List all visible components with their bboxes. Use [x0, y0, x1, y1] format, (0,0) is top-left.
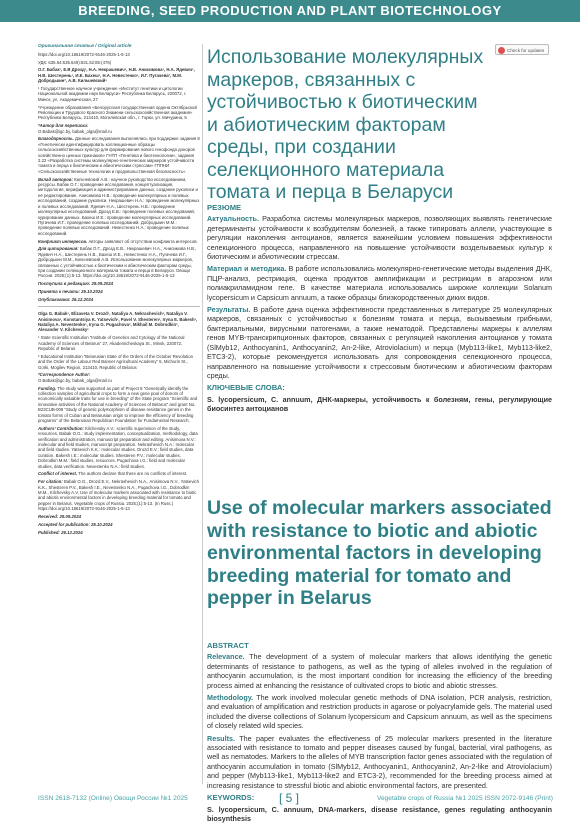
abstract-ru-heading: РЕЗЮМЕ — [207, 203, 242, 212]
date-received-en: Received: 29.09.2024 — [38, 514, 82, 520]
methods-ru: В работе использовались молекулярно-генетические методы выделения ДНК, ПЦР-анализ, рестрикция, оценка продуктов амплификации и рестрикции в агарозном или полиакриламидном геле. В качестве материала использовались широкие коллекции Solanum lycopersicum и Capsicum annuum, а также образцы близкородственных диких видов. — [207, 264, 552, 302]
correspondence-en-label: *Correspondence Author: — [38, 372, 91, 378]
doi-link[interactable]: https://doi.org/10.18619/2072-9146-2025-1-5-13 — [38, 51, 130, 57]
conflict-en-label: Conflict of interest. — [38, 471, 78, 477]
conflict-en: The authors declare that there are no conflicts of interest. — [78, 471, 188, 477]
keywords-en: S. lycopersicum, C. annuum, DNA-markers, disease resistance, genes regulating anthocyanin biosynthesis — [207, 804, 552, 823]
footer-issn-online: ISSN 2618-7132 (Online) Овощи России №1 2025 — [38, 795, 188, 802]
results-en: The paper evaluates the effectiveness of 25 molecular markers presented in the literature associated with resistance to tomato and pepper diseases caused by fungal, bacterial, viral pathogens, as well as nematodes. Markers to the alleles of MYB transcription factor genes associated with the regulation of anthocyanin accumulation in tomato (SlMyb12, Anthocyanin1, Anthocyanin2, An-2-like and Atroviolacium) and pepper (Myb113-like1, Myb113-like2 and ETC3-2), recommended for the breeding process aimed at increasing resistance to stressful biotic and abiotic environmental factors, are presented. — [207, 733, 552, 790]
citation-en: Babak O.G., Drozd E.V., Nekrashevich N.A., Anisimova N.V., Yatsevich K.K., Shesteren P.V., Bakesh I.E., Nevestenko N.A., Pugachova I.G., Dobrodkin M.M., Kilchevsky A.V. Use of molecular markers associated with resistance to biotic and abiotic environmental factors in developing breeding material for tomato and pepper in Belarus. Vegetable crops of Russia. 2025;(1):5-13. (In Russ.) https://doi.org/10.18619/2072-9146-2025-1-5-13 — [38, 479, 199, 512]
abstract-ru — [207, 203, 552, 417]
conflict-ru-label: Конфликт интересов. — [38, 238, 88, 244]
conflict-ru: Авторы заявляют об отсутствии конфликта интересов. — [88, 238, 198, 244]
citation-ru-label: Для цитирования: — [38, 246, 79, 252]
article-type-tag: Оригинальная статья / Original article — [38, 44, 132, 49]
date-published-ru: Опубликована: 26.12.2024 — [38, 296, 94, 302]
results-ru: В работе дана оценка эффективности представленных в литературе 25 молекулярных маркеров, связанных с устойчивостью к болезням томата и перца, вызываемым грибными, бактериальными, вирусными патогенами, а также нематодой. Представлены маркеры к аллелям генов MYB-транскрипционных факторов, связанных с регуляцией накопления антоцианов у томата (SlMyb12, Anthocyanin1, Anthocyanin2, An-2-like, Atroviolacium) и перца (Myb113-like1, Myb113-like2, ETC3-2), которые рекомендуется использовать для сопровождения селекционного процесса, направленного на повышение устойчивости к стрессовым биотическим и абиотическим факторам среды. — [207, 305, 552, 380]
dates-en — [38, 514, 200, 535]
check-for-updates-label: Check for updates — [507, 48, 545, 53]
relevance-ru-label: Актуальность. — [207, 214, 259, 224]
relevance-en-label: Relevance. — [207, 652, 245, 662]
column-divider — [202, 44, 203, 784]
citation-en-label: For citation: — [38, 479, 63, 485]
authors-ru: О.Г. Бабак¹, Е.В Дрозд¹, Н.А. Некрашевич¹, Н.В. Анисимова¹, Н.А. Ядевич¹, Н.В. Шестерень¹, И.Е. Бахеш¹, Н.А. Невестенко¹, И.Г. Пугачева², М.М. Добродькин², А.В. Кильчевский¹ — [38, 67, 195, 84]
date-received-ru: Поступила в редакцию: 29.09.2024 — [38, 281, 114, 287]
update-check-icon — [498, 47, 505, 54]
article-info-sidebar — [38, 44, 200, 784]
section-banner: BREEDING, SEED PRODUCTION AND PLANT BIOTECHNOLOGY — [0, 0, 580, 22]
relevance-en: The development of a system of molecular markers that allows identifying the genetic determinants of resistance to pathogens, as well as the typing of alleles involved in the regulation of anthocyanin accumulation, is the most important condition for increasing the efficiency of the breeding process aimed at enhancing the resistance of cultivated crops to biotic and abiotic stresses. — [207, 652, 552, 690]
page-number: [ 5 ] — [279, 791, 300, 805]
acknowledgement-ru-label: Благодарность. — [38, 136, 74, 142]
date-accepted-en: Accepted for publication: 25.10.2024 — [38, 521, 113, 527]
affiliation-en-2: ² Educational Institution “Belarusian State of the Orders of the October Revolution and the Order of the Labour Red Banner Agricultural Academy” 5, Michurin St., Gorki, Mogilev Region, 213410, Republic of Belarus — [38, 353, 194, 370]
funding-en: The study was supported as part of Project 8 “Genetically identify the collection samples of agricultural crops to form a new gene pool of donors of economically valuable traits for use in breeding” of the State program “Scientific and innovative activities of the National Academy of Sciences of Belarus” and grant No. B23CUB-009 “Study of genetic polymorphism of disease resistance genes in the tomato forms of Cuban and Belarusian origin to improve the efficiency of breeding programs” of the Belarusian Republican Foundation for Fundamental Research. — [38, 385, 198, 424]
date-published-en: Published: 26.12.2024 — [38, 529, 83, 535]
keywords-ru: S. lycopersicum, C. annuum, ДНК-маркеры, устойчивость к болезням, гены, регулирующие биосинтез антоцианов — [207, 394, 552, 414]
affiliation-ru-2: ²Учреждение образования «Белорусская государственная ордена Октябрьской Революции и Трудового Красного Знамени сельскохозяйственная академия» Республика Беларусь, 213410, Могилевская обл., г. Горки, ул. Мичурина, 5 — [38, 104, 197, 121]
udc-code: УДК: 635.64:635.649):631.52:85:(476) — [38, 59, 112, 65]
relevance-ru: Разработка системы молекулярных маркеров, позволяющих выявлять генетические детерминанты устойчивости к возбудителям болезней, а также типировать аллели, участвующие в регуляции накопления антоцианов, является важнейшим условием повышения эффективности селекционного процесса, направленного на повышение устойчивости возделываемых культур к биотическим и абиотическим стрессам. — [207, 214, 552, 262]
dates-ru — [38, 281, 200, 302]
page-footer — [38, 793, 553, 805]
footer-issn-print: Vegetable crops of Russia №1 2025 ISSN 2072-9146 (Print) — [376, 795, 553, 802]
funding-en-label: Funding. — [38, 385, 57, 391]
affiliation-ru-1: ¹ Государственное научное учреждение «Институт генетики и цитологии Национальной академии наук Беларуси» Республика Беларусь, 220072, г. Минск, ул. Академическая, 27 — [38, 86, 187, 102]
citation-ru: Бабак О.Г., Дрозд Е.В., Некрашевич Н.А., Анисимова Н.В., Ядевич Н.А., Шестерень Н.В., Бахеш И.Е., Невестенко Н.А., Пугачева И.Г., Добродькин М.М., Кильчевский А.В. Использование молекулярных маркеров, связанных с устойчивостью к биотическим и абиотическим факторам среды, при создании селекционного материала томата и перца в Беларуси. Овощи России. 2025;(1):5-13. https://doi.org/10.18619/2072-9146-2025-1-5-13 — [38, 246, 197, 279]
article-title-en: Use of molecular markers associated with resistance to biotic and abiotic environmental factors in developing breeding material for tomato and pepper in Belarus — [207, 497, 552, 609]
results-ru-label: Результаты. — [207, 305, 251, 315]
contribution-ru-label: Вклад авторов: — [38, 176, 73, 182]
date-accepted-ru: Принята к печати: 25.10.2024 — [38, 288, 103, 294]
methods-en-label: Methodology. — [207, 693, 254, 703]
contribution-en-label: Authors’ Contribution: — [38, 425, 84, 431]
contribution-en: Kilchevsky A.V.: scientific supervision of the study, resources. Babak O.G.: study implementation, conceptualization, methodology, data verification and administration, manuscript preparation and editing. Anisimova N.V.: molecular and field studies, manuscript preparation. Nekrashevich N.A.: molecular and field studies. Yatsevich K.K.: molecular studies. Drozd E.V.: field studies, data curation. Bakesh I.E.: molecular studies. Shesteren P.V.: molecular studies. Dobrodkin M.M.: field studies, resources. Pugachova I.G.: field and molecular studies, data verification. Nevestenko N.A.: field studies. — [38, 425, 198, 469]
correspondence-ru-label: *Автор для переписки: — [38, 123, 89, 129]
divider — [38, 306, 200, 307]
correspondence-ru-email[interactable]: O.Babak@igc.by, babak_olga@mail.ru — [38, 128, 112, 134]
affiliation-en-1: ¹ State Scientific Institution “Institute of Genetics and Cytology of the National Academy of Sciences of Belarus” 27, Akademicheskaya St., Minsk, 220072, Republic of Belarus — [38, 335, 185, 351]
authors-en: Olga G. Babak¹, Elizaveta V. Drozd¹, Nataliya A. Nekrashevich¹, Nataliya V. Anisimova¹, Konstantsiya K. Yatsevich¹, Pavel V. Shesteren¹, Iryna E. Bakesh¹, Nataliya A. Nevestenko¹, Iryna G. Pugachova², Mikhail M. Dobrodkin², Alexander V. Kilchevsky¹ — [38, 311, 198, 333]
results-en-label: Results. — [207, 733, 235, 743]
abstract-en-heading: ABSTRACT — [207, 641, 249, 650]
article-title-ru: Использование молекулярных маркеров, связанных с устойчивостью к биотическим и абиотическим факторам среды, при создании селекционного материала томата и перца в Беларуси — [207, 46, 484, 203]
methods-en: The work involved molecular genetic methods of DNA isolation, PCR analysis, restriction, and evaluation of amplification and restriction products in agarose or polyacrylamide gels. The material used included the diverse collections of Solanum lycopersicum and Capsicum annuum, as well as the specimens of closely related wild species. — [207, 693, 552, 731]
contribution-ru: Кильчевский А.В.: научное руководство исследованием, ресурсы. Бабак О.Г.: проведение исследования, концептуализация, методология, верификация и администрирование данных, создание рукописи и её редактирование. Анисимова Н.В.: проведение молекулярных и полевых исследований, создание рукописи. Некрашевич Н.А.: проведение молекулярных и полевых исследований. Ядевич Н.А., Шестерень Н.В.: проведение молекулярных исследований. Дрозд Е.В.: проведение полевых исследований, курирование данных. Бахеш И.Е.: проведение молекулярных исследований. Пугачева И.Г.: проведение полевых исследований. Добродькин М.М.: проведение полевых исследований. Невестенко Н.А.: проведение полевых исследований. — [38, 176, 200, 236]
keywords-ru-heading: КЛЮЧЕВЫЕ СЛОВА: — [207, 383, 285, 393]
methods-ru-label: Материал и методика. — [207, 264, 287, 274]
correspondence-en-email[interactable]: O.Babak@igc.by, babak_olga@mail.ru — [38, 377, 112, 383]
check-for-updates-button[interactable] — [495, 44, 549, 55]
acknowledgement-ru: Данные исследования выполнялись при поддержке задания 8 «Генетически идентифицировать коллекционные образцы сельскохозяйственных культур для формирования нового генофонда доноров хозяйственно ценных признаков» ГНТП «Генетика и биотехнологии», задания 3.22 «Разработка системы молекулярно-генетических маркеров устойчивости томата и перца к биотическим и абиотическим стрессам» ГППНИ «Сельскохозяйственные технологии и продовольственная безопасность». — [38, 136, 200, 174]
keywords-en-heading: KEYWORDS: — [207, 793, 255, 803]
main-column — [207, 44, 553, 823]
